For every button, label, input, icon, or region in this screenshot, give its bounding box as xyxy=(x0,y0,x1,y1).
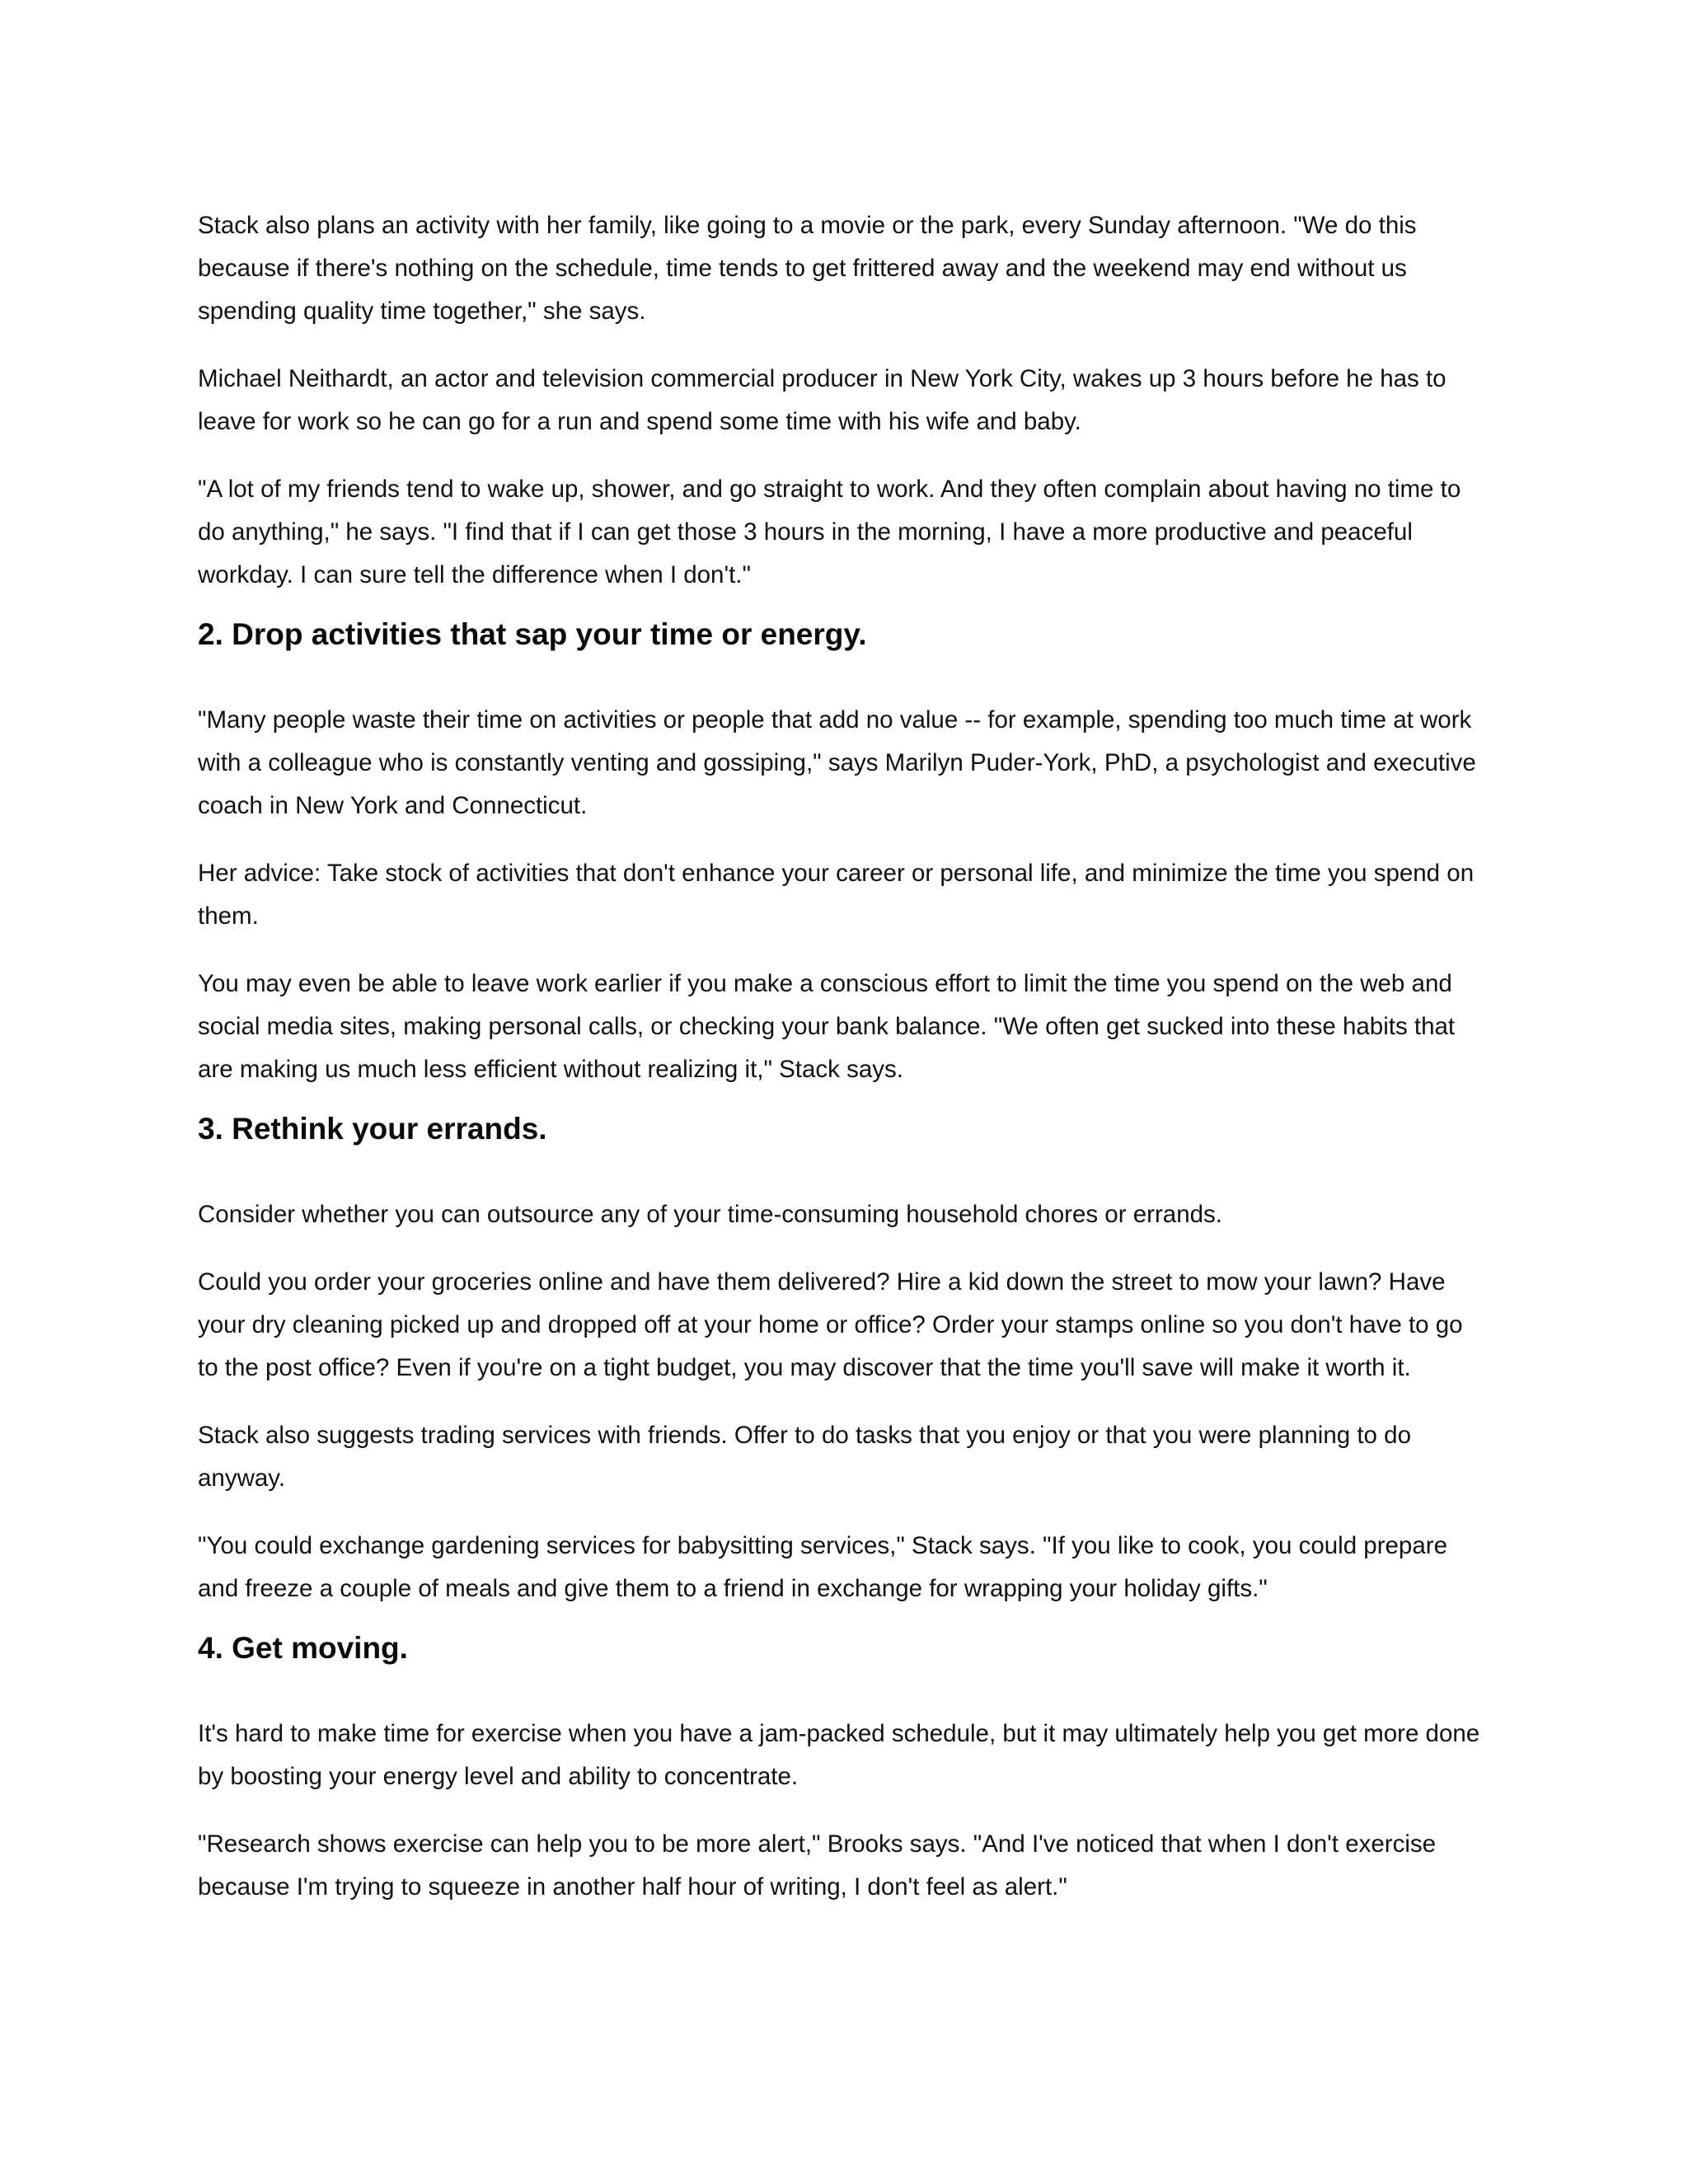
article-body xyxy=(198,204,1484,1933)
paragraph: Stack also suggests trading services with friends. Offer to do tasks that you enjoy or that you were planning to do anyway. xyxy=(198,1422,1411,1492)
paragraph: Her advice: Take stock of activities that don't enhance your career or personal life, and minimize the time you spend on them. xyxy=(198,860,1475,930)
paragraph: "A lot of my friends tend to wake up, shower, and go straight to work. And they often complain about having no time to do anything," he says. "I find that if I can get those 3 hours in the morning, I have a more productive and peaceful workday. I can sure tell the difference when I don't." xyxy=(198,476,1461,588)
section-heading-rethink-errands: 3. Rethink your errands. xyxy=(198,1112,547,1146)
paragraph: Consider whether you can outsource any of your time-consuming household chores or errands. xyxy=(198,1201,1222,1228)
paragraph: "Research shows exercise can help you to be more alert," Brooks says. "And I've noticed that when I don't exercise because I'm trying to squeeze in another half hour of writing, I don't feel as alert." xyxy=(198,1830,1437,1900)
paragraph: You may even be able to leave work earlier if you make a conscious effort to limit the time you spend on the web and social media sites, making personal calls, or checking your bank balance. "We often get sucked into these habits that are making us much less efficient without realizing it," Stack says. xyxy=(198,970,1456,1083)
paragraph: It's hard to make time for exercise when you have a jam-packed schedule, but it may ultimately help you get more done by boosting your energy level and ability to concentrate. xyxy=(198,1720,1480,1790)
paragraph: Stack also plans an activity with her family, like going to a movie or the park, every Sunday afternoon. "We do this because if there's nothing on the schedule, time tends to get frittered away and the weekend may end without us spending quality time together," she says. xyxy=(198,212,1417,325)
section-heading-get-moving: 4. Get moving. xyxy=(198,1631,408,1665)
paragraph: "Many people waste their time on activities or people that add no value -- for example, spending too much time at work with a colleague who is constantly venting and gossiping," says Marilyn Puder-York, PhD, a psychologist and executive coach in New York and Connecticut. xyxy=(198,706,1476,819)
paragraph: Could you order your groceries online and have them delivered? Hire a kid down the street to mow your lawn? Have your dry cleaning picked up and dropped off at your home or office? Order your stamps online so you don't have to go to the post office? Even if you're on a tight budget, you may discover that the time you'll save will make it worth it. xyxy=(198,1268,1463,1381)
paragraph: "You could exchange gardening services for babysitting services," Stack says. "If you like to cook, you could prepare and freeze a couple of meals and give them to a friend in exchange for wrapping your holiday gifts." xyxy=(198,1532,1447,1602)
paragraph: Michael Neithardt, an actor and television commercial producer in New York City, wakes up 3 hours before he has to leave for work so he can go for a run and spend some time with his wife and baby. xyxy=(198,365,1447,435)
section-heading-drop-activities: 2. Drop activities that sap your time or energy. xyxy=(198,617,867,651)
